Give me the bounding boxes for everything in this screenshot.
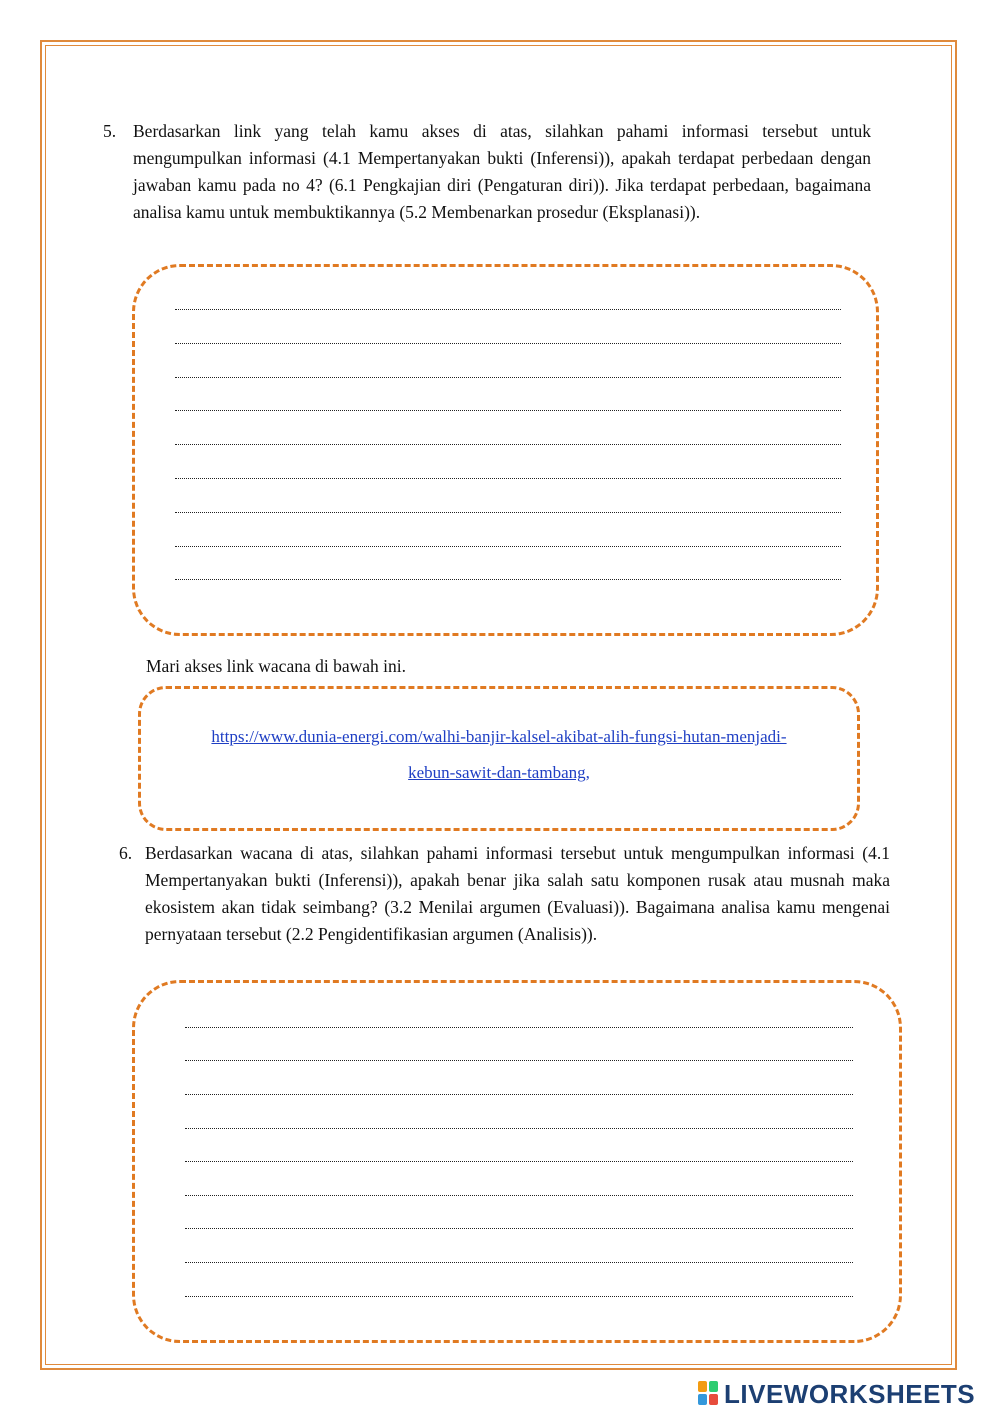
answer-line (175, 444, 841, 445)
answer-line (175, 309, 841, 310)
question-5-text: Berdasarkan link yang telah kamu akses di atas, silahkan pahami informasi tersebut untuk mengumpulkan informasi (4.1 Mempertanyakan bukti (Inferensi)), apakah terdapat perbedaan dengan jawaban kamu pada no 4? (6.1 Pengkajian diri (Pengaturan diri)). Jika terdapat perbedaan, bagaimana analisa kamu untuk membuktikannya (5.2 Membenarkan prosedur (Eksplanasi)). (133, 121, 871, 222)
link-box (138, 686, 860, 831)
question-6-text: Berdasarkan wacana di atas, silahkan pahami informasi tersebut untuk mengumpulkan informasi (4.1 Mempertanyakan bukti (Inferensi)), apakah benar jika salah satu komponen rusak atau musnah maka ekosistem akan tidak seimbang? (3.2 Menilai argumen (Evaluasi)). Bagaimana analisa kamu mengenai pernyataan tersebut (2.2 Pengidentifikasian argumen (Analisis)). (145, 843, 890, 944)
question-6-number: 6. (119, 843, 133, 863)
article-link-trailing: , (585, 763, 590, 782)
question-5-number: 5. (103, 121, 117, 141)
answer-line (175, 512, 841, 513)
question-5 (103, 118, 871, 226)
answer-line (175, 410, 841, 411)
answer-line (185, 1128, 853, 1129)
answer-line (185, 1228, 853, 1229)
link-intro: Mari akses link wacana di bawah ini. (146, 656, 406, 676)
answer-line (175, 579, 841, 580)
question-6 (119, 840, 890, 948)
answer-line (185, 1161, 853, 1162)
answer-box-6[interactable] (132, 980, 902, 1343)
answer-line (185, 1060, 853, 1061)
answer-line (185, 1027, 853, 1028)
answer-line (185, 1296, 853, 1297)
liveworksheets-logo-text: LIVEWORKSHEETS (724, 1378, 976, 1409)
answer-line (175, 377, 841, 378)
answer-line (175, 478, 841, 479)
answer-line (185, 1195, 853, 1196)
article-link-line2-text[interactable]: kebun-sawit-dan-tambang (408, 763, 586, 782)
answer-line (185, 1262, 853, 1263)
answer-box-5[interactable] (132, 264, 879, 636)
article-link-line1[interactable]: https://www.dunia-energi.com/walhi-banjir-kalsel-akibat-alih-fungsi-hutan-menjadi- (211, 727, 787, 746)
article-link-line2[interactable] (141, 763, 857, 783)
answer-line (185, 1094, 853, 1095)
liveworksheets-logo-icon (698, 1381, 720, 1407)
liveworksheets-logo[interactable] (698, 1378, 994, 1410)
answer-line (175, 546, 841, 547)
answer-line (175, 343, 841, 344)
